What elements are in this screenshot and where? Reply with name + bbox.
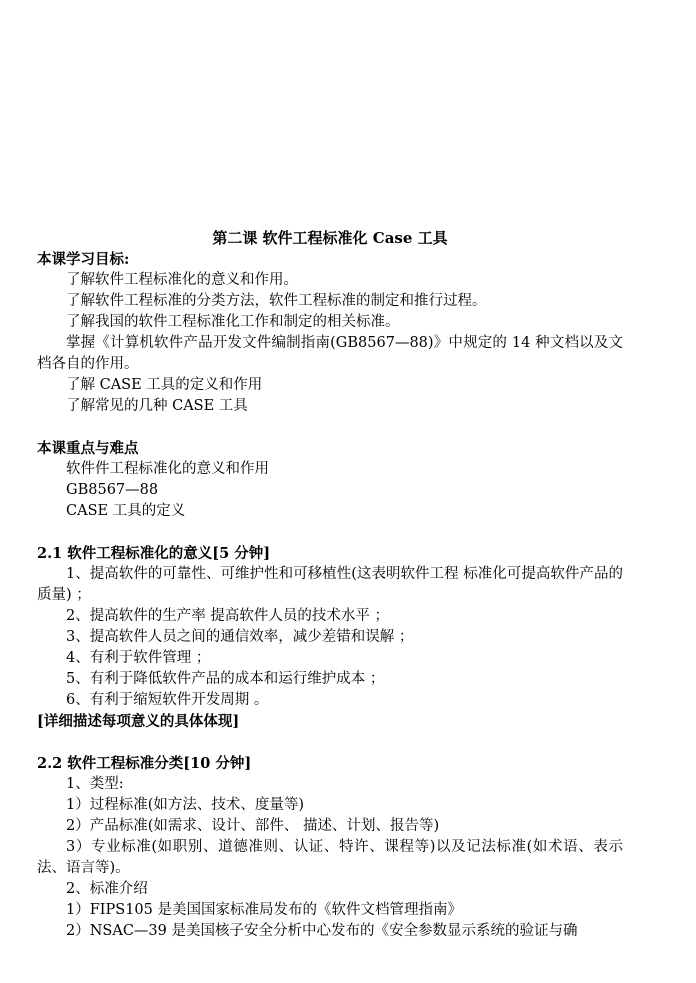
spacer bbox=[37, 732, 623, 753]
objective-item: 了解我国的软件工程标准化工作和制定的相关标准。 bbox=[66, 314, 400, 330]
spacer bbox=[37, 417, 623, 438]
objectives-heading: 本课学习目标: bbox=[37, 251, 130, 268]
significance-item: 2、提高软件的生产率 提高软件人员的技术水平 ； bbox=[66, 608, 389, 624]
significance-item: 3、提高软件人员之间的通信效率，减少差错和误解 ； bbox=[66, 629, 414, 645]
objective-item: 了解软件工程标准的分类方法，软件工程标准的制定和推行过程。 bbox=[66, 293, 487, 309]
objective-item: 掌握《计算机软件产品开发文件编制指南(GB8567—88)》中规定的 14 种文档以及文档各自的作用。 bbox=[37, 335, 623, 372]
page-title: 第二课 软件工程标准化 Case 工具 bbox=[212, 229, 448, 247]
key-point-item: 软件件工程标准化的意义和作用 bbox=[66, 461, 269, 477]
significance-item: 6、有利于缩短软件开发周期 。 bbox=[66, 692, 269, 708]
classification-item: 2）产品标准(如需求、设计、部件、 描述、计划、报告等) bbox=[66, 818, 440, 834]
classification-item: 3）专业标准(如职别、道德准则、认证、特许、课程等)以及记法标准(如术语、表示法、语言等)。 bbox=[37, 839, 623, 876]
significance-item: 4、有利于软件管理 ； bbox=[66, 650, 211, 666]
document-content bbox=[37, 228, 623, 942]
objective-item: 了解 CASE 工具的定义和作用 bbox=[66, 377, 263, 393]
key-point-item: GB8567—88 bbox=[66, 482, 159, 498]
objective-item: 了解常见的几种 CASE 工具 bbox=[66, 398, 248, 414]
section-2-1-note: [详细描述每项意义的具体体现] bbox=[37, 713, 240, 730]
classification-item: 1、类型: bbox=[66, 776, 124, 792]
key-point-item: CASE 工具的定义 bbox=[66, 503, 186, 519]
classification-item: 1）过程标准(如方法、技术、度量等) bbox=[66, 797, 305, 813]
classification-item: 1）FIPS105 是美国国家标准局发布的《软件文档管理指南》 bbox=[66, 902, 462, 918]
spacer bbox=[37, 522, 623, 543]
section-2-1-heading: 2.1 软件工程标准化的意义[5 分钟] bbox=[37, 545, 271, 562]
section-2-2-heading: 2.2 软件工程标准分类[10 分钟] bbox=[37, 755, 252, 772]
key-points-heading: 本课重点与难点 bbox=[37, 440, 139, 457]
significance-item: 1、提高软件的可靠性、可维护性和可移植性(这表明软件工程 标准化可提高软件产品的质量) ； bbox=[37, 566, 623, 603]
significance-item: 5、有利于降低软件产品的成本和运行维护成本 ； bbox=[66, 671, 385, 687]
classification-item: 2）NSAC—39 是美国核子安全分析中心发布的《安全参数显示系统的验证与确 bbox=[66, 923, 578, 939]
classification-item: 2、标准介绍 bbox=[66, 881, 148, 897]
objective-item: 了解软件工程标准化的意义和作用。 bbox=[66, 272, 298, 288]
